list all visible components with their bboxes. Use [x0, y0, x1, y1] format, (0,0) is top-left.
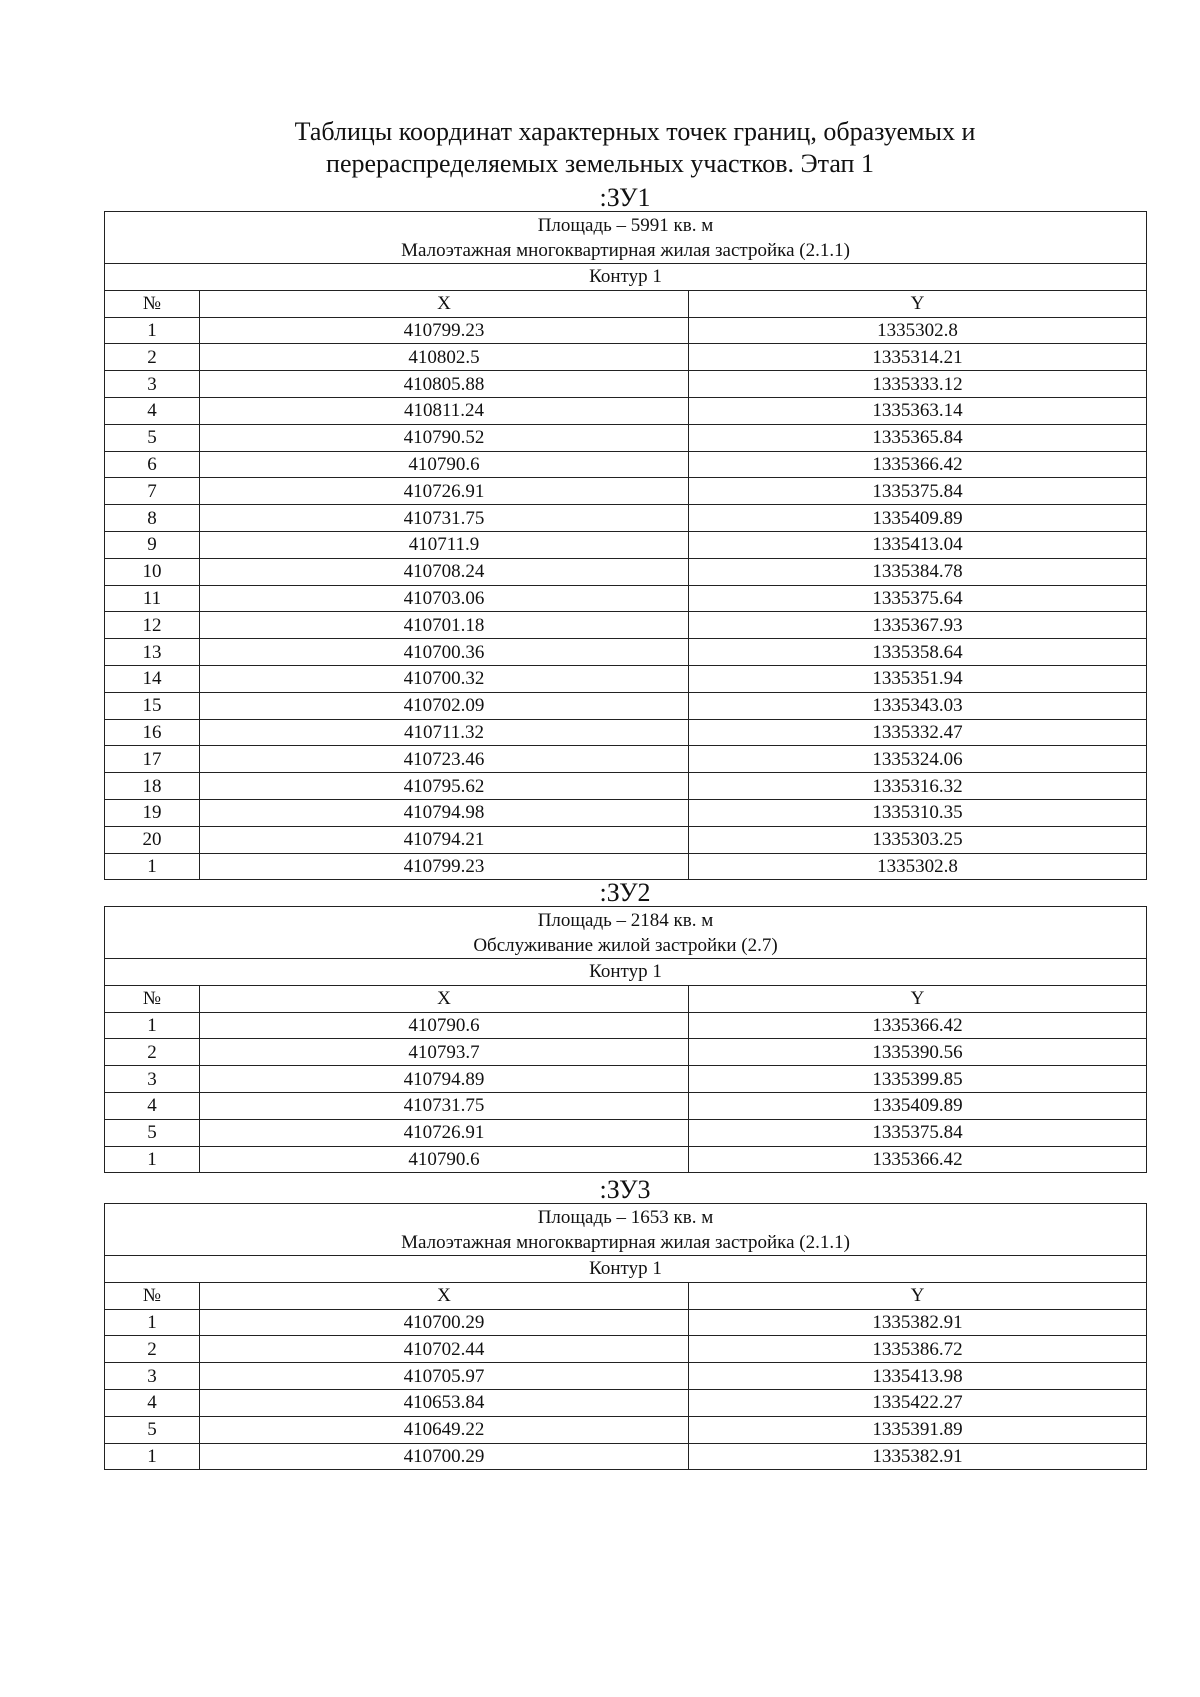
point-number-cell: 2	[105, 1039, 200, 1066]
y-coordinate-cell: 1335382.91	[689, 1309, 1147, 1336]
point-number-cell: 1	[105, 317, 200, 344]
y-coordinate-cell: 1335413.98	[689, 1363, 1147, 1390]
y-coordinate-cell: 1335303.25	[689, 826, 1147, 853]
x-coordinate-cell: 410794.98	[200, 799, 689, 826]
page-title	[0, 116, 1200, 180]
table-row	[105, 1119, 1147, 1146]
x-coordinate-cell: 410790.6	[200, 1146, 689, 1173]
x-coordinate-cell: 410793.7	[200, 1039, 689, 1066]
point-number-cell: 15	[105, 692, 200, 719]
page-title-line-1: Таблицы координат характерных точек границ, образуемых и	[294, 117, 976, 146]
table-row	[105, 317, 1147, 344]
x-coordinate-cell: 410726.91	[200, 478, 689, 505]
point-number-cell: 5	[105, 1416, 200, 1443]
table-header-row	[105, 1282, 1147, 1309]
parcel-info-cell	[105, 1204, 1147, 1256]
coordinates-table	[104, 1203, 1147, 1470]
table-row	[105, 585, 1147, 612]
table-header-row	[105, 985, 1147, 1012]
point-number-cell: 16	[105, 719, 200, 746]
table-row	[105, 773, 1147, 800]
parcel-label: :ЗУ1	[599, 183, 651, 212]
y-coordinate-cell: 1335333.12	[689, 371, 1147, 398]
point-number-cell: 10	[105, 558, 200, 585]
parcel-area: Площадь – 5991 кв. м	[537, 214, 714, 236]
parcel-section-zu1	[104, 185, 1146, 880]
point-number-cell: 11	[105, 585, 200, 612]
x-coordinate-cell: 410802.5	[200, 344, 689, 371]
point-number-cell: 1	[105, 1146, 200, 1173]
point-number-cell: 4	[105, 397, 200, 424]
page-title-line-2: перераспределяемых земельных участков. Этап 1	[326, 149, 874, 178]
y-coordinate-cell: 1335375.84	[689, 478, 1147, 505]
x-coordinate-cell: 410700.32	[200, 665, 689, 692]
table-row	[105, 1039, 1147, 1066]
table-info-row	[105, 1204, 1147, 1256]
column-header-y: Y	[689, 290, 1147, 317]
table-row	[105, 826, 1147, 853]
x-coordinate-cell: 410790.6	[200, 1012, 689, 1039]
y-coordinate-cell: 1335375.84	[689, 1119, 1147, 1146]
table-row	[105, 344, 1147, 371]
point-number-cell: 5	[105, 424, 200, 451]
parcel-label: :ЗУ3	[599, 1175, 651, 1204]
x-coordinate-cell: 410790.6	[200, 451, 689, 478]
parcel-land-use: Малоэтажная многоквартирная жилая застройка (2.1.1)	[401, 239, 850, 261]
x-coordinate-cell: 410649.22	[200, 1416, 689, 1443]
table-row	[105, 1363, 1147, 1390]
point-number-cell: 13	[105, 639, 200, 666]
parcel-land-use: Малоэтажная многоквартирная жилая застройка (2.1.1)	[401, 1231, 850, 1253]
x-coordinate-cell: 410805.88	[200, 371, 689, 398]
parcel-section-zu3	[104, 1177, 1146, 1470]
point-number-cell: 5	[105, 1119, 200, 1146]
column-header-y: Y	[689, 1282, 1147, 1309]
x-coordinate-cell: 410700.29	[200, 1443, 689, 1470]
y-coordinate-cell: 1335310.35	[689, 799, 1147, 826]
y-coordinate-cell: 1335358.64	[689, 639, 1147, 666]
table-row	[105, 558, 1147, 585]
y-coordinate-cell: 1335366.42	[689, 1012, 1147, 1039]
x-coordinate-cell: 410700.29	[200, 1309, 689, 1336]
x-coordinate-cell: 410723.46	[200, 746, 689, 773]
contour-label: Контур 1	[105, 959, 1147, 986]
y-coordinate-cell: 1335367.93	[689, 612, 1147, 639]
parcel-info-cell	[105, 907, 1147, 959]
table-row	[105, 451, 1147, 478]
point-number-cell: 7	[105, 478, 200, 505]
parcel-land-use: Обслуживание жилой застройки (2.7)	[473, 934, 778, 956]
point-number-cell: 6	[105, 451, 200, 478]
point-number-cell: 18	[105, 773, 200, 800]
x-coordinate-cell: 410799.23	[200, 317, 689, 344]
x-coordinate-cell: 410701.18	[200, 612, 689, 639]
table-row	[105, 1012, 1147, 1039]
table-row	[105, 531, 1147, 558]
points-body	[105, 1309, 1147, 1470]
table-row	[105, 397, 1147, 424]
point-number-cell: 2	[105, 344, 200, 371]
table-row	[105, 1443, 1147, 1470]
table-row	[105, 1092, 1147, 1119]
table-info-row	[105, 907, 1147, 959]
contour-label: Контур 1	[105, 1256, 1147, 1283]
y-coordinate-cell: 1335324.06	[689, 746, 1147, 773]
y-coordinate-cell: 1335391.89	[689, 1416, 1147, 1443]
y-coordinate-cell: 1335366.42	[689, 451, 1147, 478]
table-row	[105, 1309, 1147, 1336]
x-coordinate-cell: 410731.75	[200, 505, 689, 532]
x-coordinate-cell: 410799.23	[200, 853, 689, 880]
table-row	[105, 1389, 1147, 1416]
x-coordinate-cell: 410790.52	[200, 424, 689, 451]
point-number-cell: 17	[105, 746, 200, 773]
x-coordinate-cell: 410731.75	[200, 1092, 689, 1119]
table-row	[105, 478, 1147, 505]
point-number-cell: 1	[105, 1443, 200, 1470]
y-coordinate-cell: 1335332.47	[689, 719, 1147, 746]
parcel-area: Площадь – 1653 кв. м	[537, 1206, 714, 1228]
y-coordinate-cell: 1335343.03	[689, 692, 1147, 719]
point-number-cell: 2	[105, 1336, 200, 1363]
point-number-cell: 12	[105, 612, 200, 639]
x-coordinate-cell: 410702.09	[200, 692, 689, 719]
x-coordinate-cell: 410794.21	[200, 826, 689, 853]
table-row	[105, 692, 1147, 719]
table-row	[105, 746, 1147, 773]
table-row	[105, 853, 1147, 880]
y-coordinate-cell: 1335386.72	[689, 1336, 1147, 1363]
table-row	[105, 1066, 1147, 1093]
parcel-info-cell	[105, 212, 1147, 264]
y-coordinate-cell: 1335409.89	[689, 505, 1147, 532]
column-header-num: №	[105, 1282, 200, 1309]
table-row	[105, 639, 1147, 666]
x-coordinate-cell: 410726.91	[200, 1119, 689, 1146]
point-number-cell: 19	[105, 799, 200, 826]
point-number-cell: 4	[105, 1389, 200, 1416]
y-coordinate-cell: 1335399.85	[689, 1066, 1147, 1093]
x-coordinate-cell: 410708.24	[200, 558, 689, 585]
table-row	[105, 505, 1147, 532]
y-coordinate-cell: 1335365.84	[689, 424, 1147, 451]
table-contour-row	[105, 959, 1147, 986]
x-coordinate-cell: 410811.24	[200, 397, 689, 424]
column-header-num: №	[105, 290, 200, 317]
parcel-label: :ЗУ2	[599, 878, 651, 907]
table-info-row	[105, 212, 1147, 264]
point-number-cell: 14	[105, 665, 200, 692]
point-number-cell: 1	[105, 1309, 200, 1336]
x-coordinate-cell: 410702.44	[200, 1336, 689, 1363]
point-number-cell: 1	[105, 853, 200, 880]
table-row	[105, 371, 1147, 398]
y-coordinate-cell: 1335422.27	[689, 1389, 1147, 1416]
y-coordinate-cell: 1335409.89	[689, 1092, 1147, 1119]
table-row	[105, 424, 1147, 451]
x-coordinate-cell: 410653.84	[200, 1389, 689, 1416]
y-coordinate-cell: 1335366.42	[689, 1146, 1147, 1173]
parcel-section-zu2	[104, 880, 1146, 1173]
table-row	[105, 1336, 1147, 1363]
y-coordinate-cell: 1335302.8	[689, 317, 1147, 344]
y-coordinate-cell: 1335351.94	[689, 665, 1147, 692]
table-header-row	[105, 290, 1147, 317]
x-coordinate-cell: 410700.36	[200, 639, 689, 666]
coordinates-table	[104, 906, 1147, 1173]
x-coordinate-cell: 410703.06	[200, 585, 689, 612]
y-coordinate-cell: 1335363.14	[689, 397, 1147, 424]
table-row	[105, 799, 1147, 826]
point-number-cell: 3	[105, 1066, 200, 1093]
coordinates-table	[104, 211, 1147, 880]
table-row	[105, 719, 1147, 746]
y-coordinate-cell: 1335316.32	[689, 773, 1147, 800]
column-header-x: X	[200, 290, 689, 317]
points-body	[105, 1012, 1147, 1173]
y-coordinate-cell: 1335314.21	[689, 344, 1147, 371]
point-number-cell: 4	[105, 1092, 200, 1119]
points-body	[105, 317, 1147, 880]
point-number-cell: 20	[105, 826, 200, 853]
parcel-area: Площадь – 2184 кв. м	[537, 909, 714, 931]
x-coordinate-cell: 410705.97	[200, 1363, 689, 1390]
table-row	[105, 665, 1147, 692]
y-coordinate-cell: 1335390.56	[689, 1039, 1147, 1066]
point-number-cell: 8	[105, 505, 200, 532]
table-row	[105, 612, 1147, 639]
column-header-y: Y	[689, 985, 1147, 1012]
table-contour-row	[105, 1256, 1147, 1283]
column-header-num: №	[105, 985, 200, 1012]
table-row	[105, 1416, 1147, 1443]
x-coordinate-cell: 410711.9	[200, 531, 689, 558]
column-header-x: X	[200, 985, 689, 1012]
point-number-cell: 1	[105, 1012, 200, 1039]
table-contour-row	[105, 264, 1147, 291]
y-coordinate-cell: 1335382.91	[689, 1443, 1147, 1470]
column-header-x: X	[200, 1282, 689, 1309]
x-coordinate-cell: 410795.62	[200, 773, 689, 800]
point-number-cell: 3	[105, 1363, 200, 1390]
y-coordinate-cell: 1335375.64	[689, 585, 1147, 612]
y-coordinate-cell: 1335413.04	[689, 531, 1147, 558]
contour-label: Контур 1	[105, 264, 1147, 291]
x-coordinate-cell: 410794.89	[200, 1066, 689, 1093]
x-coordinate-cell: 410711.32	[200, 719, 689, 746]
table-row	[105, 1146, 1147, 1173]
point-number-cell: 3	[105, 371, 200, 398]
y-coordinate-cell: 1335384.78	[689, 558, 1147, 585]
point-number-cell: 9	[105, 531, 200, 558]
y-coordinate-cell: 1335302.8	[689, 853, 1147, 880]
